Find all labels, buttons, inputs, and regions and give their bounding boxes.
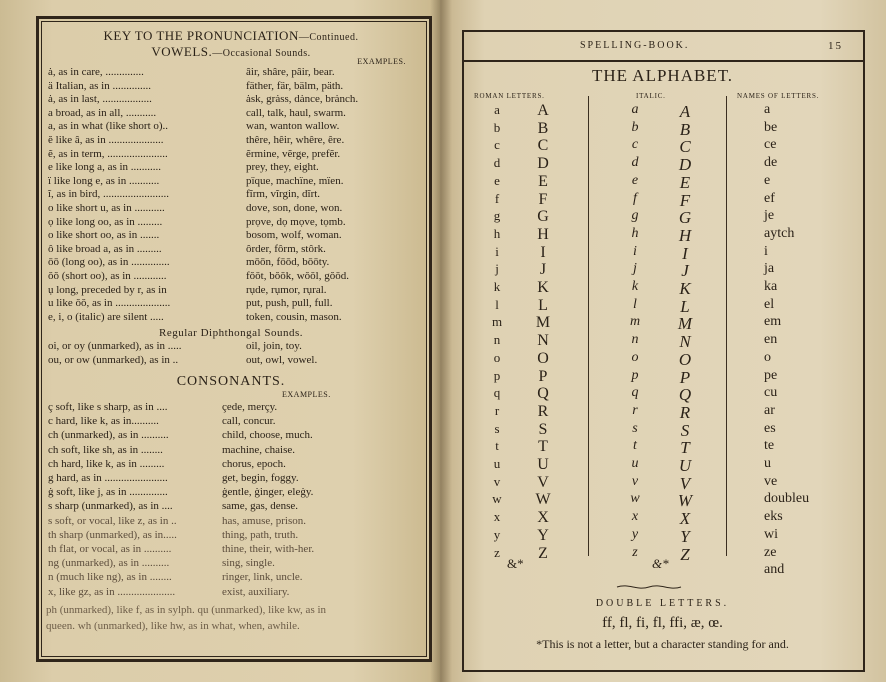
key-sound: n (much like ng), as in ........	[48, 571, 172, 584]
italic-upper: C	[679, 137, 691, 157]
key-sound: ȧ, as in last, ..................	[48, 93, 152, 106]
key-examples: call, talk, haul, swarm.	[246, 106, 346, 119]
key-examples: çede, merçy.	[222, 401, 278, 413]
italic-lower: u	[631, 456, 639, 471]
letter-name: a	[764, 102, 771, 117]
key-examples: prey, they, eight.	[246, 161, 319, 174]
key-examples: ġentle, ġinger, eleġy.	[222, 486, 314, 499]
key-examples: thine, their, with-her.	[222, 543, 315, 555]
key-row	[42, 80, 420, 94]
key-row	[42, 161, 420, 175]
key-sound: ọ like long oo, as in .........	[48, 215, 163, 228]
italic-lower: a	[631, 102, 639, 117]
consonant-note-line-2: queen. wh (unmarked), like hw, as in what, when, awhile.	[46, 620, 300, 632]
italic-lower: m	[629, 314, 641, 330]
key-row	[42, 444, 420, 458]
diphthong-title: Regular Diphthongal Sounds.	[159, 327, 303, 339]
italic-lower: k	[631, 279, 639, 294]
roman-lower: x	[493, 509, 501, 525]
letter-name: ce	[764, 137, 777, 153]
key-sound: ä Italian, as in ..............	[48, 79, 151, 92]
roman-upper: X	[537, 509, 549, 527]
roman-upper: S	[538, 420, 548, 438]
key-sound: a broad, as in all, ...........	[48, 106, 157, 119]
key-sound: ġ soft, like j, as in ..............	[48, 486, 168, 499]
italic-upper: T	[680, 438, 690, 458]
letter-name: cu	[764, 385, 778, 401]
italic-upper: A	[679, 102, 691, 121]
key-sound: ŏŏ (short oo), as in ............	[48, 270, 167, 282]
roman-lower: i	[495, 243, 499, 259]
italic-upper: G	[678, 208, 692, 228]
ampersand-name: and	[764, 562, 785, 577]
key-examples: call, concur.	[222, 415, 276, 428]
examples-label: EXAMPLES.	[357, 57, 406, 66]
key-sound: ōō (long oo), as in ..............	[48, 256, 170, 269]
key-examples: child, choose, much.	[222, 429, 313, 442]
roman-upper: N	[537, 332, 549, 350]
key-row	[42, 202, 420, 216]
roman-lower: n	[493, 332, 501, 348]
italic-upper: Q	[678, 385, 692, 405]
key-examples: exist, auxiliary.	[222, 585, 290, 598]
italic-lower: p	[631, 367, 639, 383]
running-head-title: SPELLING-BOOK.	[580, 40, 690, 51]
key-row	[42, 229, 420, 243]
key-row	[42, 401, 420, 415]
key-examples: ringer, link, uncle.	[222, 571, 303, 584]
roman-lower: h	[493, 225, 501, 241]
key-sound: ou, or ow (unmarked), as in ..	[48, 354, 179, 366]
italic-upper: F	[679, 190, 691, 210]
roman-upper: A	[537, 102, 549, 119]
italic-lower: j	[633, 261, 637, 277]
vowels-title-text: VOWELS.	[151, 44, 213, 59]
key-row	[42, 354, 420, 368]
key-examples: fĩrm, vĩrgin, dĩrt.	[246, 188, 321, 201]
italic-lower: v	[631, 473, 639, 489]
key-row	[42, 175, 420, 189]
key-title-continued: —Continued.	[298, 32, 359, 43]
key-sound: a, as in what (like short o)..	[48, 120, 169, 133]
key-row	[42, 586, 420, 600]
letter-name: ja	[764, 261, 775, 277]
roman-upper: W	[535, 491, 551, 509]
key-examples: wan, wanton wallow.	[246, 120, 340, 133]
roman-lower: l	[495, 296, 499, 312]
key-row	[42, 66, 420, 80]
consonant-note-line-1: ph (unmarked), like f, as in sylph. qu (unmarked), like kw, as in	[46, 604, 327, 616]
italic-upper: E	[679, 172, 691, 192]
roman-upper: O	[537, 349, 549, 367]
italic-lower: h	[631, 225, 639, 241]
italic-lower: q	[631, 385, 639, 401]
key-row	[42, 270, 420, 284]
key-examples: out, owl, vowel.	[246, 354, 318, 366]
key-examples: put, push, pull, full.	[246, 297, 333, 310]
key-row	[42, 529, 420, 543]
italic-lower: f	[633, 190, 637, 206]
italic-upper: R	[679, 402, 691, 422]
roman-upper: C	[537, 137, 549, 155]
roman-lower: s	[494, 420, 500, 436]
letter-name: ka	[764, 279, 778, 294]
key-row	[42, 216, 420, 230]
roman-upper: L	[538, 296, 548, 314]
key-examples: ȧsk, grȧss, dȧnce, brȧnch.	[246, 93, 359, 106]
letter-name: u	[764, 456, 771, 471]
key-row	[42, 415, 420, 429]
italic-upper: V	[679, 473, 691, 493]
italic-upper: J	[681, 261, 689, 281]
key-sound: e, i, o (italic) are silent .....	[48, 310, 164, 323]
key-row	[42, 284, 420, 298]
key-row	[42, 486, 420, 500]
key-row	[42, 256, 420, 270]
roman-lower: r	[494, 402, 500, 418]
roman-upper: Q	[537, 385, 549, 403]
key-sound: o like short oo, as in .......	[48, 229, 160, 242]
consonants-title: CONSONANTS.	[176, 374, 286, 389]
key-row	[42, 93, 420, 107]
key-sound: e like long a, as in ...........	[48, 161, 162, 174]
italic-lower: z	[632, 544, 638, 560]
letter-name: de	[764, 155, 778, 171]
roman-upper: J	[539, 261, 547, 279]
key-sound: ụ long, preceded by r, as in	[48, 283, 167, 296]
key-row	[42, 571, 420, 585]
roman-upper: M	[535, 314, 551, 332]
key-sound: ch (unmarked), as in ..........	[48, 429, 169, 442]
italic-upper: B	[679, 119, 691, 139]
roman-lower: t	[495, 438, 499, 454]
letter-name: ze	[764, 544, 777, 560]
roman-upper: I	[540, 243, 546, 261]
key-examples: has, amuse, prison.	[222, 514, 307, 527]
italic-lower: c	[631, 137, 639, 153]
roman-upper: Z	[538, 544, 548, 562]
letter-name: es	[764, 420, 776, 436]
roman-upper: V	[537, 473, 549, 491]
italic-upper: Y	[680, 526, 690, 546]
roman-lower: m	[491, 314, 503, 330]
key-examples: prọve, dọ mọve, tọmb.	[246, 215, 346, 228]
letter-name: o	[764, 349, 771, 365]
italic-lower: e	[631, 172, 639, 188]
letter-name: pe	[764, 367, 778, 383]
italic-lower: g	[631, 208, 639, 224]
key-sound: th sharp (unmarked), as in.....	[48, 528, 177, 541]
roman-lower: d	[493, 155, 501, 171]
key-examples: oil, join, toy.	[246, 340, 302, 352]
key-title	[42, 28, 420, 44]
key-examples: thing, path, truth.	[222, 528, 299, 541]
roman-upper: D	[537, 155, 549, 173]
key-row	[42, 543, 420, 557]
ampersand-roman: &*	[507, 556, 524, 571]
key-row	[42, 120, 420, 134]
italic-upper: L	[680, 296, 690, 316]
italic-lower: s	[632, 420, 638, 436]
roman-upper: F	[538, 190, 548, 208]
roman-lower: b	[493, 119, 501, 135]
consonant-examples-label: EXAMPLES.	[282, 390, 331, 399]
italic-upper: K	[679, 279, 691, 298]
letter-name: en	[764, 332, 778, 348]
key-examples: bosom, wolf, woman.	[246, 229, 342, 242]
key-examples: sing, single.	[222, 557, 275, 570]
key-sound: s soft, or vocal, like z, as in ..	[48, 514, 177, 527]
roman-upper: T	[538, 438, 548, 456]
italic-upper: D	[678, 155, 692, 175]
roman-upper: Y	[537, 526, 549, 544]
italic-upper: O	[678, 349, 692, 369]
roman-lower: g	[493, 208, 501, 224]
key-examples: âir, shâre, pâir, bear.	[246, 66, 335, 78]
roman-upper: K	[537, 279, 549, 296]
key-sound: s sharp (unmarked), as in ....	[48, 500, 173, 513]
roman-lower: w	[492, 491, 502, 507]
vowels-subtitle: —Occasional Sounds.	[212, 48, 311, 59]
italic-upper: W	[677, 491, 693, 511]
key-examples: machine, chaise.	[222, 443, 295, 456]
key-row	[42, 148, 420, 162]
page-number: 15	[828, 40, 843, 52]
roman-lower: k	[493, 279, 501, 294]
key-row	[42, 340, 420, 354]
key-row	[42, 107, 420, 121]
italic-upper: Z	[680, 544, 690, 564]
roman-lower: z	[494, 544, 500, 560]
key-examples: thêre, hêir, whêre, êre.	[246, 134, 345, 146]
roman-lower: j	[495, 261, 499, 277]
roman-upper: R	[537, 402, 549, 420]
key-row	[42, 458, 420, 472]
key-examples: token, cousin, mason.	[246, 310, 342, 323]
column-head-roman: ROMAN LETTERS.	[474, 92, 545, 100]
key-row	[42, 472, 420, 486]
italic-upper: M	[677, 314, 693, 334]
italic-lower: o	[631, 349, 639, 365]
key-examples: mōōn, fōōd, bōōty.	[246, 256, 330, 269]
letter-name: te	[764, 438, 775, 454]
key-sound: ô like broad a, as in .........	[48, 242, 162, 255]
italic-lower: n	[631, 332, 639, 348]
letter-name: em	[764, 314, 782, 330]
alphabet-title: THE ALPHABET.	[591, 66, 734, 85]
key-row	[42, 557, 420, 571]
key-sound: ç soft, like s sharp, as in ....	[48, 401, 168, 413]
key-row	[42, 429, 420, 443]
ampersand-italic: &*	[652, 556, 669, 571]
letter-name: aytch	[764, 225, 795, 241]
key-sound: c hard, like k, as in..........	[48, 415, 159, 428]
key-sound: ï like long e, as in ...........	[48, 174, 160, 187]
roman-lower: f	[494, 190, 500, 206]
key-examples: chorus, epoch.	[222, 457, 286, 470]
letter-name: wi	[764, 526, 778, 542]
italic-lower: y	[631, 526, 639, 542]
column-head-italic: ITALIC.	[636, 92, 666, 100]
roman-lower: u	[493, 456, 501, 471]
double-letters-title: DOUBLE LETTERS.	[595, 598, 730, 609]
double-letters-list: ff, fl, fi, fl, ffi, æ, œ.	[602, 615, 723, 631]
key-sound: th flat, or vocal, as in ..........	[48, 543, 172, 555]
letter-name: ef	[764, 190, 775, 206]
roman-lower: y	[493, 526, 501, 542]
key-examples: rụde, rụmor, rụral.	[246, 283, 327, 296]
roman-upper: G	[537, 208, 549, 226]
letter-name: el	[764, 296, 775, 312]
italic-lower: w	[630, 491, 640, 507]
key-examples: get, begin, foggy.	[222, 472, 299, 484]
key-sound: ĩ, as in bird, ........................	[48, 188, 169, 201]
key-examples: ôrder, fôrm, stôrk.	[246, 242, 326, 255]
italic-lower: l	[633, 296, 637, 312]
italic-upper: S	[680, 420, 690, 440]
italic-lower: x	[631, 509, 639, 525]
key-sound: ẽ, as in term, ......................	[48, 147, 168, 160]
key-examples: fŏŏt, bŏŏk, wŏŏl, gŏŏd.	[246, 270, 349, 282]
key-examples: same, gas, dense.	[222, 500, 299, 513]
key-row	[42, 500, 420, 514]
running-head-rule	[462, 60, 863, 62]
key-title-text: KEY TO THE PRONUNCIATION	[103, 28, 299, 43]
roman-lower: p	[493, 367, 501, 383]
key-sound: u like ŏŏ, as in ....................	[48, 297, 171, 310]
roman-lower: v	[493, 473, 501, 489]
roman-lower: q	[493, 385, 501, 401]
key-sound: o like short u, as in ...........	[48, 202, 165, 214]
italic-upper: U	[678, 456, 692, 475]
key-sound: x, like gz, as in .....................	[48, 585, 176, 598]
letter-name: eks	[764, 509, 783, 525]
key-sound: ch hard, like k, as in .........	[48, 457, 165, 470]
italic-upper: X	[679, 509, 691, 529]
roman-lower: a	[494, 102, 500, 117]
column-divider-1	[588, 96, 589, 556]
roman-upper: P	[538, 367, 548, 385]
italic-upper: N	[679, 332, 691, 352]
roman-lower: o	[493, 349, 501, 365]
letter-name: je	[764, 208, 775, 224]
italic-lower: i	[633, 243, 637, 259]
letter-name: i	[764, 243, 768, 259]
key-row	[42, 515, 420, 529]
roman-lower: c	[494, 137, 500, 153]
italic-lower: t	[633, 438, 637, 454]
key-sound: g hard, as in .......................	[48, 472, 168, 484]
book-gutter	[430, 0, 452, 682]
key-row	[42, 311, 420, 325]
letter-name: doubleu	[764, 491, 810, 507]
column-head-names: NAMES OF LETTERS.	[737, 92, 820, 100]
letter-name: be	[764, 119, 778, 135]
roman-upper: U	[537, 456, 549, 473]
key-examples: dove, son, done, won.	[246, 202, 343, 214]
italic-lower: r	[632, 402, 638, 418]
roman-upper: H	[537, 225, 549, 243]
key-row	[42, 297, 420, 311]
key-examples: ẽrmine, vẽrge, prefẽr.	[246, 147, 341, 160]
roman-upper: B	[537, 119, 549, 137]
italic-upper: H	[678, 225, 692, 245]
key-row	[42, 243, 420, 257]
key-sound: ȧ, as in care, ..............	[48, 66, 144, 78]
flourish-ornament	[615, 583, 683, 591]
right-page-frame	[462, 30, 865, 672]
key-row	[42, 188, 420, 202]
italic-lower: d	[631, 155, 639, 171]
key-sound: ĕ like â, as in ....................	[48, 134, 164, 146]
letter-name: e	[764, 172, 771, 188]
key-examples: pïque, machïne, mïen.	[246, 174, 344, 187]
key-examples: fäther, fär, bälm, päth.	[246, 79, 344, 92]
italic-lower: b	[631, 119, 639, 135]
italic-upper: I	[682, 243, 688, 263]
key-sound: ch soft, like sh, as in ........	[48, 443, 163, 456]
key-row	[42, 134, 420, 148]
letter-name: ar	[764, 402, 775, 418]
roman-lower: e	[494, 172, 500, 188]
key-sound: ng (unmarked), as in ..........	[48, 557, 170, 570]
column-divider-2	[726, 96, 727, 556]
italic-upper: P	[679, 367, 691, 387]
roman-upper: E	[538, 172, 548, 190]
key-sound: oi, or oy (unmarked), as in .....	[48, 340, 182, 352]
ampersand-footnote: *This is not a letter, but a character standing for and.	[536, 637, 789, 651]
letter-name: ve	[764, 473, 778, 489]
